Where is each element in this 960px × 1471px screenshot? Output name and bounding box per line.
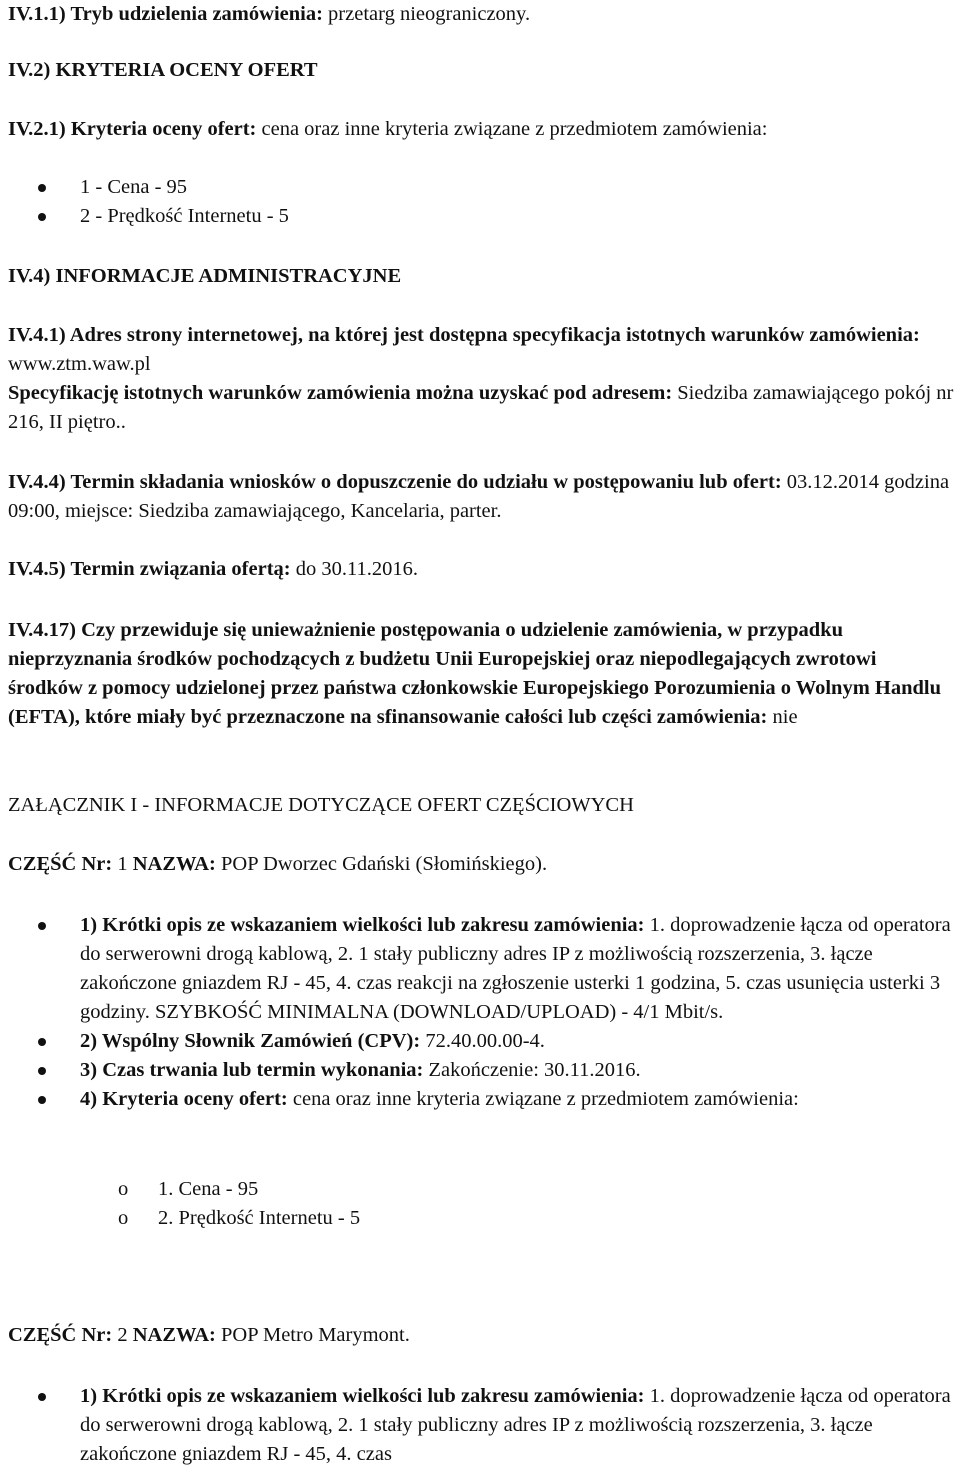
list-item-text: 2. Prędkość Internetu - 5	[158, 1207, 361, 1229]
admin-heading	[8, 262, 956, 291]
cancellation-section	[8, 616, 956, 732]
list-item	[0, 1204, 360, 1233]
criteria-heading-label: IV.2) KRYTERIA OCENY OFERT	[8, 59, 318, 81]
bullet-icon	[38, 1067, 46, 1075]
circle-bullet-icon: o	[118, 1178, 129, 1200]
list-item-text: 1 - Cena - 95	[80, 176, 188, 198]
binding-section	[8, 555, 956, 584]
criteria-label: IV.2.1) Kryteria oceny ofert:	[8, 118, 257, 140]
award-mode-value: przetarg nieograniczony.	[322, 3, 531, 25]
list-item	[0, 1175, 360, 1204]
list-item	[0, 173, 289, 202]
item-label: 1) Krótki opis ze wskazaniem wielkości lub zakresu zamówienia:	[80, 914, 645, 936]
award-mode	[8, 0, 956, 29]
list-item	[0, 1085, 960, 1114]
part-number-label: CZĘŚĆ Nr:	[8, 853, 113, 875]
part-name-value: POP Dworzec Gdański (Słomińskiego).	[215, 853, 548, 875]
cancellation-value: nie	[767, 706, 798, 728]
item-label: 3) Czas trwania lub termin wykonania:	[80, 1059, 424, 1081]
part-number-label: CZĘŚĆ Nr:	[8, 1324, 113, 1346]
deadline-label: IV.4.4) Termin składania wniosków o dopuszczenie do udziału w postępowaniu lub ofert:	[8, 471, 782, 493]
part-name-label: NAZWA:	[132, 853, 216, 875]
bullet-icon	[38, 1038, 46, 1046]
award-mode-label: IV.1.1) Tryb udzielenia zamówienia:	[8, 3, 323, 25]
part-2-heading	[8, 1321, 956, 1350]
binding-label: IV.4.5) Termin związania ofertą:	[8, 558, 291, 580]
part-name-value: POP Metro Marymont.	[215, 1324, 410, 1346]
list-item	[0, 1027, 960, 1056]
website-section	[8, 321, 956, 379]
spec-value: Siedziba zamawiającego pokój nr 216, II piętro..	[8, 382, 954, 433]
bullet-icon	[38, 213, 46, 221]
deadline-section	[8, 468, 956, 526]
item-value: 1. doprowadzenie łącza od operatora do serwerowni drogą kablową, 2. 1 stały publiczny adres IP z możliwością rozszerzenia, 3. łącze zakończone gniazdem RJ - 45, 4. czas reakcji na zgłoszenie usterki 1 godzina, 5. czas usunięcia usterki 3 godziny. SZYBKOŚĆ MINIMALNA (DOWNLOAD/UPLOAD) - 4/1 Mbit/s.	[80, 914, 951, 1023]
part-1-heading	[8, 850, 956, 879]
item-value: 72.40.00.00-4.	[420, 1030, 545, 1052]
website-value: www.ztm.waw.pl	[8, 353, 151, 375]
cancellation-label: IV.4.17) Czy przewiduje się unieważnienie postępowania o udzielenie zamówienia, w przypadku nieprzyznania środków pochodzących z budżetu Unii Europejskiej oraz niepodlegających zwrotowi środków z pomocy udzielonej przez państwa członkowskie Europejskiego Porozumienia o Wolnym Handlu (EFTA), które miały być przeznaczone na sfinansowanie całości lub części zamówienia:	[8, 619, 942, 728]
binding-value: do 30.11.2016.	[290, 558, 418, 580]
part-number-value: 1	[112, 853, 133, 875]
part-1-criteria	[0, 1175, 360, 1233]
list-item-text: 1. Cena - 95	[158, 1178, 259, 1200]
item-value: Zakończenie: 30.11.2016.	[423, 1059, 641, 1081]
criteria-value: cena oraz inne kryteria związane z przedmiotem zamówienia:	[256, 118, 768, 140]
item-value: 1. doprowadzenie łącza od operatora do serwerowni drogą kablową, 2. 1 stały publiczny adres IP z możliwością rozszerzenia, 3. łącze zakończone gniazdem RJ - 45, 4. czas	[80, 1385, 951, 1465]
list-item	[0, 202, 289, 231]
item-label: 4) Kryteria oceny ofert:	[80, 1088, 288, 1110]
bullet-icon	[38, 184, 46, 192]
spec-label: Specyfikację istotnych warunków zamówienia można uzyskać pod adresem:	[8, 382, 673, 404]
item-value: cena oraz inne kryteria związane z przedmiotem zamówienia:	[287, 1088, 799, 1110]
criteria-section	[8, 115, 956, 144]
list-item-text: 2 - Prędkość Internetu - 5	[80, 205, 289, 227]
bullet-icon	[38, 922, 46, 930]
item-label: 2) Wspólny Słownik Zamówień (CPV):	[80, 1030, 421, 1052]
item-label: 1) Krótki opis ze wskazaniem wielkości lub zakresu zamówienia:	[80, 1385, 645, 1407]
deadline-value: 03.12.2014 godzina 09:00, miejsce: Siedziba zamawiającego, Kancelaria, parter.	[8, 471, 950, 522]
bullet-icon	[38, 1393, 46, 1401]
list-item	[0, 1056, 960, 1085]
list-item	[0, 911, 960, 1027]
part-name-label: NAZWA:	[132, 1324, 216, 1346]
circle-bullet-icon: o	[118, 1207, 129, 1229]
admin-heading-label: IV.4) INFORMACJE ADMINISTRACYJNE	[8, 265, 402, 287]
list-item	[0, 1382, 960, 1469]
criteria-heading	[8, 56, 956, 85]
spec-section	[8, 379, 956, 437]
criteria-list	[0, 173, 289, 231]
website-label: IV.4.1) Adres strony internetowej, na której jest dostępna specyfikacja istotnych warunków zamówienia:	[8, 324, 920, 346]
part-1-items	[0, 911, 960, 1114]
part-number-value: 2	[112, 1324, 133, 1346]
part-2-items	[0, 1382, 960, 1469]
annex-heading: ZAŁĄCZNIK I - INFORMACJE DOTYCZĄCE OFERT CZĘŚCIOWYCH	[8, 794, 634, 816]
bullet-icon	[38, 1096, 46, 1104]
